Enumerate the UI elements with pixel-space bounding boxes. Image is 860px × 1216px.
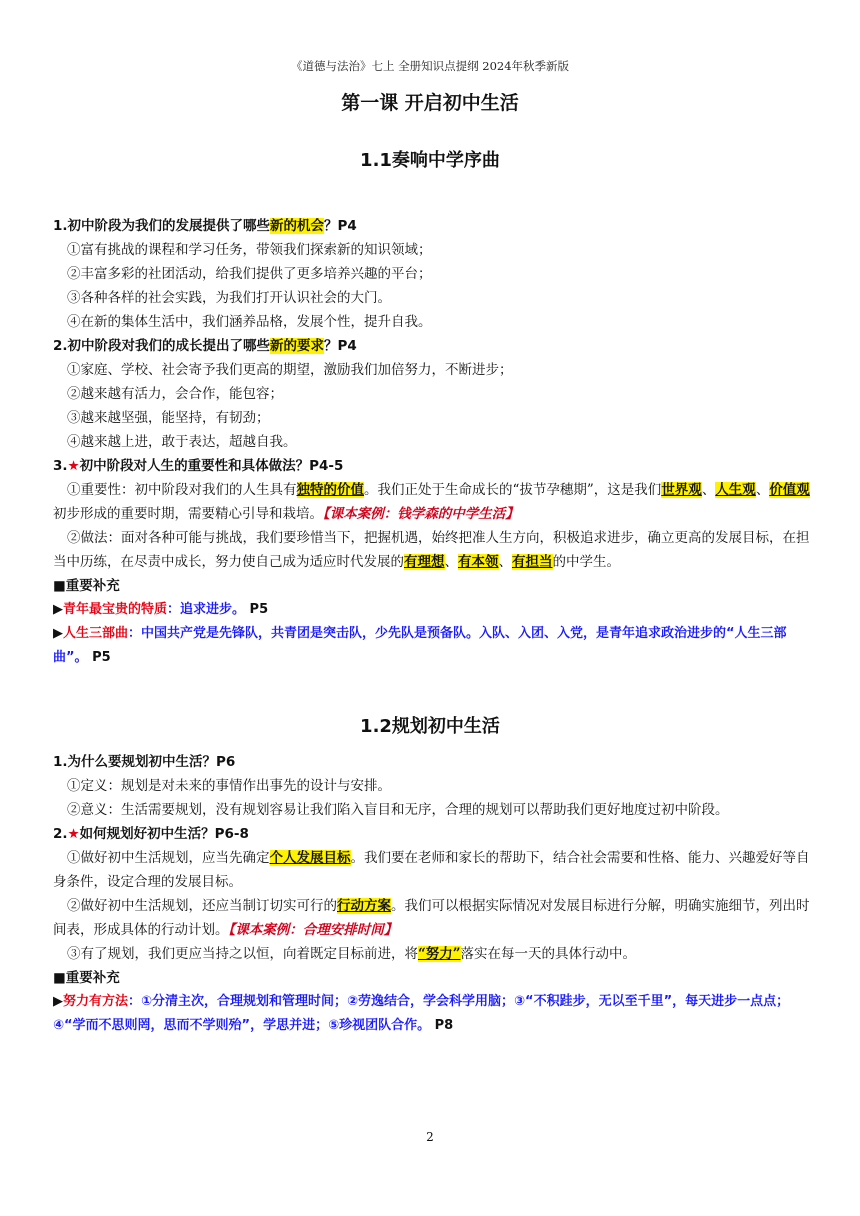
star-icon: ★ (67, 826, 80, 842)
highlight: 价值观 (769, 482, 810, 498)
section-2-content (53, 750, 811, 1038)
list-item: ①定义：规划是对未来的事情作出事先的设计与安排。 (67, 778, 391, 794)
question-1-1: 1.初中阶段为我们的发展提供了哪些新的机会？P4 (53, 218, 357, 234)
arrow-icon: ▶ (53, 602, 63, 617)
star-icon: ★ (67, 458, 80, 474)
highlight: “努力” (418, 946, 461, 962)
list-item: ②意义：生活需要规划，没有规划容易让我们陷入盲目和无序，合理的规划可以帮助我们更好地度过初中阶段。 (67, 802, 729, 818)
highlight: 新的要求 (270, 338, 325, 354)
arrow-icon: ▶ (53, 994, 63, 1009)
supplement-item: ▶努力有方法：①分清主次，合理规划和管理时间；②劳逸结合，学会科学用脑；③“不积跬步，无以至千里”，每天进步一点点；④“学而不思则罔，思而不学则殆”，学思并进；⑤珍视团队合作。 P8 (53, 994, 790, 1033)
arrow-icon: ▶ (53, 626, 63, 641)
highlight: 有本领 (458, 554, 499, 570)
highlight: 人生观 (715, 482, 756, 498)
highlight: 行动方案 (337, 898, 391, 914)
question-1-3: 3.★初中阶段对人生的重要性和具体做法？P4-5 (53, 458, 344, 474)
section-1-content (53, 214, 811, 670)
supplement-title: ■重要补充 (53, 970, 120, 986)
question-2-2: 2.★如何规划好初中生活？P6-8 (53, 826, 249, 842)
supplement-item: ▶青年最宝贵的特质：追求进步。 P5 (53, 602, 269, 617)
highlight: 个人发展目标 (269, 850, 351, 866)
highlight: 世界观 (661, 482, 702, 498)
list-item: ③各种各样的社会实践，为我们打开认识社会的大门。 (67, 290, 391, 306)
section-2-title: 1.2规划初中生活 (360, 716, 500, 737)
textbook-case: 【课本案例：钱学森的中学生活】 (323, 506, 519, 522)
answer-plan: ②做好初中生活规划，还应当制订切实可行的行动方案。我们可以根据实际情况对发展目标进行分解，明确实施细节，列出时间表，形成具体的行动计划。【课本案例：合理安排时间】 (53, 898, 810, 938)
list-item: ①家庭、学校、社会寄予我们更高的期望，激励我们加倍努力，不断进步； (67, 362, 513, 378)
supplement-title: ■重要补充 (53, 578, 120, 594)
list-item: ④越来越上进，敢于表达，超越自我。 (67, 434, 297, 450)
list-item: ③越来越坚强，能坚持，有韧劲； (67, 410, 270, 426)
supplement-item: ▶人生三部曲：中国共产党是先锋队，共青团是突击队，少先队是预备队。入队、入团、入党，是青年追求政治进步的“人生三部曲”。 P5 (53, 626, 787, 665)
highlight: 独特的价值 (296, 482, 364, 498)
highlight: 有理想 (404, 554, 445, 570)
list-item: ①富有挑战的课程和学习任务，带领我们探索新的知识领域； (67, 242, 432, 258)
list-item: ②丰富多彩的社团活动，给我们提供了更多培养兴趣的平台； (67, 266, 432, 282)
answer-importance: ①重要性：初中阶段对我们的人生具有独特的价值。我们正处于生命成长的“拔节孕穗期”，这是我们世界观、人生观、价值观初步形成的重要时期，需要精心引导和栽培。【课本案例：钱学森的中学生活】 (53, 482, 810, 522)
question-1-2: 2.初中阶段对我们的成长提出了哪些新的要求？P4 (53, 338, 357, 354)
section-1-title: 1.1奏响中学序曲 (360, 150, 500, 171)
answer-method: ②做法：面对各种可能与挑战，我们要珍惜当下，把握机遇，始终把准人生方向，积极追求进步，确立更高的发展目标，在担当中历练，在尽责中成长，努力使自己成为适应时代发展的有理想、有本领、有担当的中学生。 (53, 530, 810, 570)
list-item: ④在新的集体生活中，我们涵养品格，发展个性，提升自我。 (67, 314, 432, 330)
question-2-1: 1.为什么要规划初中生活？P6 (53, 754, 236, 770)
highlight: 有担当 (512, 554, 553, 570)
list-item: ②越来越有活力，会合作，能包容； (67, 386, 283, 402)
textbook-case: 【课本案例：合理安排时间】 (228, 922, 398, 938)
lesson-title: 第一课 开启初中生活 (341, 92, 519, 114)
highlight: 新的机会 (270, 218, 325, 234)
page-header: 《道德与法治》七上 全册知识点提纲 2024年秋季新版 (290, 59, 570, 73)
answer-goal: ①做好初中生活规划，应当先确定个人发展目标。我们要在老师和家长的帮助下，结合社会需要和性格、能力、兴趣爱好等自身条件，设定合理的发展目标。 (53, 850, 810, 890)
page-number: 2 (426, 1130, 434, 1144)
answer-effort: ③有了规划，我们更应当持之以恒，向着既定目标前进，将“努力”落实在每一天的具体行动中。 (67, 946, 637, 962)
